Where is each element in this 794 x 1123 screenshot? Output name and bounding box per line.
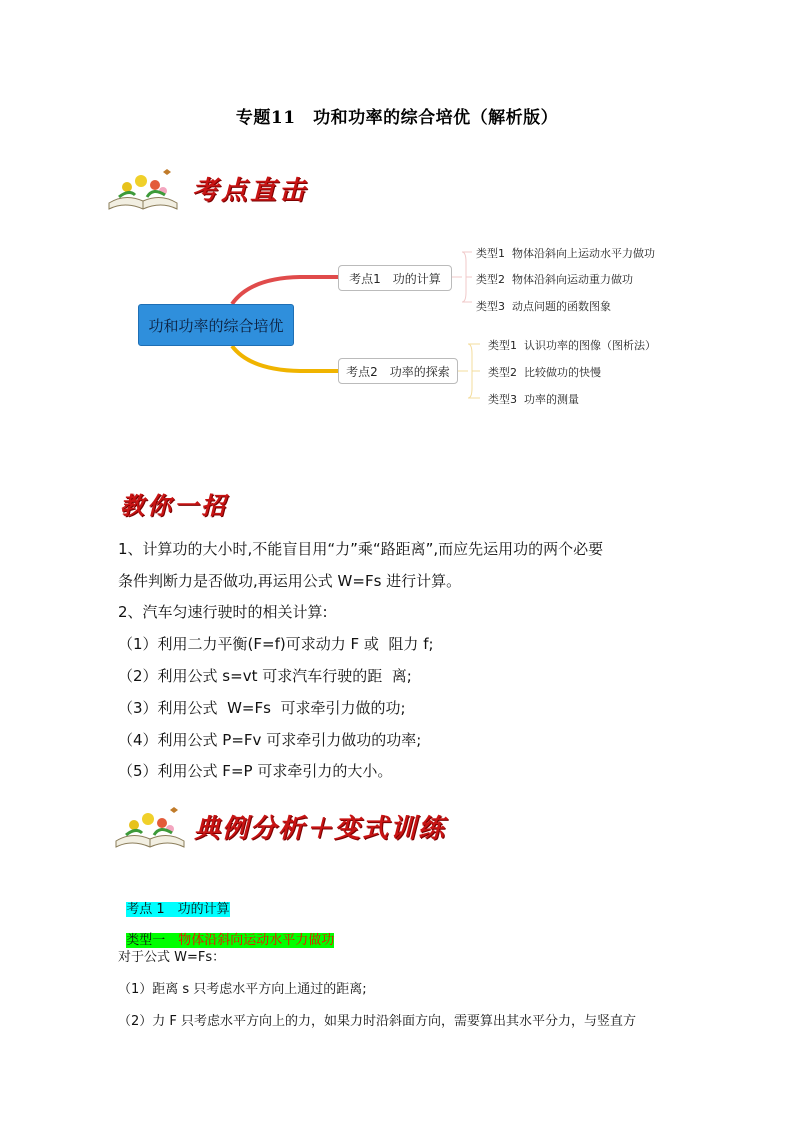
tip-line: 2、汽车匀速行驶时的相关计算: [118, 603, 328, 621]
page-title: 专题11 功和功率的综合培优（解析版） [235, 108, 559, 128]
banner-kaodian: 考点直击 [192, 176, 309, 206]
leixing-prefix: 类型一 [126, 933, 179, 948]
mindmap-root: 功和功率的综合培优 [138, 304, 294, 346]
kaodian-label: 考点 1 功的计算 [126, 902, 230, 917]
banner-jiaoni: 教你一招 [120, 491, 228, 520]
mindmap-node-kaodian2: 考点2 功率的探索 [338, 358, 458, 384]
note-line: （1）距离 s 只考虑水平方向上通过的距离; [118, 982, 367, 997]
mindmap-leaf: 类型1 物体沿斜向上运动水平力做功 [476, 247, 655, 260]
tip-line: （5）利用公式 F=P 可求牵引力的大小。 [118, 762, 393, 780]
leixing-title: 物体沿斜向运动水平力做功 [178, 933, 335, 948]
mindmap-leaf: 类型3 动点问题的函数图象 [476, 300, 611, 313]
tip-line: （2）利用公式 s=vt 可求汽车行驶的距 离; [118, 667, 412, 685]
banner-dianli: 典例分析＋变式训练 [194, 814, 447, 844]
open-book-flowers-icon [112, 801, 188, 851]
tip-line: 条件判断力是否做功,再运用公式 W=Fs 进行计算。 [118, 572, 462, 590]
mindmap-leaf: 类型3 功率的测量 [488, 393, 579, 406]
tip-line: 1、计算功的大小时,不能盲目用“力”乘“路距离”,而应先运用功的两个必要 [118, 540, 604, 558]
kaodian-heading [118, 883, 230, 917]
mindmap-leaf: 类型1 认识功率的图像（图析法） [488, 339, 656, 352]
note-line: （2）力 F 只考虑水平方向上的力，如果力时沿斜面方向，需要算出其水平分力，与竖直方 [118, 1014, 637, 1029]
mindmap-node-kaodian1: 考点1 功的计算 [338, 265, 452, 291]
leixing-heading [118, 914, 334, 948]
mindmap-leaf: 类型2 比较做功的快慢 [488, 366, 601, 379]
tip-line: （4）利用公式 P=Fv 可求牵引力做功的功率; [118, 731, 422, 749]
formula-intro: 对于公式 W=Fs： [118, 950, 226, 965]
mindmap-leaf: 类型2 物体沿斜向运动重力做功 [476, 273, 633, 286]
tip-line: （3）利用公式 W=Fs 可求牵引力做的功; [118, 699, 406, 717]
tip-line: （1）利用二力平衡(F=f)可求动力 F 或 阻力 f; [118, 635, 434, 653]
